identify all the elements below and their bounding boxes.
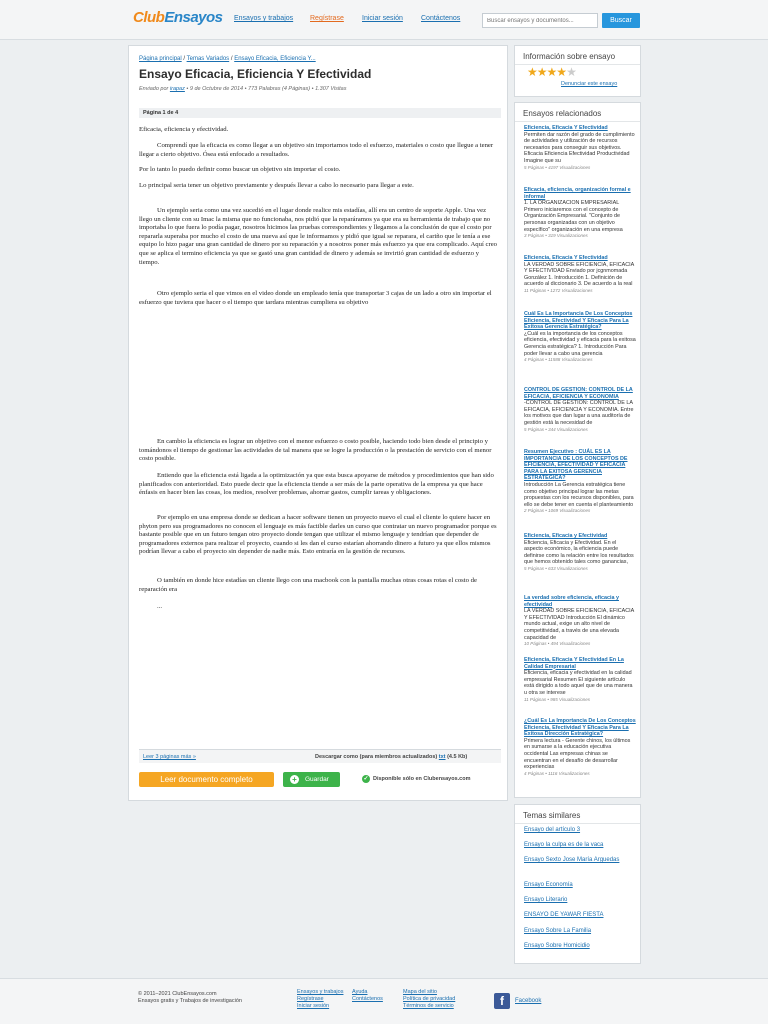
rating-stars[interactable] bbox=[527, 65, 576, 79]
related-title: Ensayos relacionados bbox=[515, 103, 640, 122]
paragraph: Eficacia, eficiencia y efectividad. bbox=[139, 126, 229, 133]
paragraph: Por ejemplo en una empresa donde se dedican a hacer software tienen un proyecto nuevo el cual el cliente lo quiere hacer en phyton pero sus programadores no conocen el lenguaje es más factible darles un curso que contratar un nuevo programador porque es bastante posible que en un futuro tengan otro proyecto donde tengan que utilizar el mismo lenguaje y tendrían que depender de programadores externos para realizar el proyecto, cuando si les dan el curso estarían ahorrando dinero a futuro ya que ellos mismos podrían llevar a cabo el proyecto sin depender de nadie más. Esto entraría en la gestión de recursos. bbox=[139, 514, 497, 556]
list-item: Eficiencia, Eficacia Y Efectividad En La Calidad Empresarial Eficiencia, eficacia y efectividad en la calidad empresarial Resumen El siguiente artículo está dirigido a todo aquel que de una manera u otra se interese 11 Páginas • 985 Visualizaciones bbox=[524, 657, 633, 702]
list-item: Eficacia, eficiencia, organización formal e informal 1. LA ORGANIZACION EMPRESARIAL Primero iniciaremos con el concepto de Organización Empresarial. "Conjunto de personas organizadas con un objetivo específico" organización en una empresa 3 Páginas • 319 Visualizaciones bbox=[524, 187, 631, 239]
paragraph: Entiendo que la eficiencia está ligada a la optimización ya que esta busca apoyarse de métodos y procedimientos que han sido planificados con anterioridad. Esto puede decir que la eficiencia tiende a ser más de la parte operativa de la empresa ya que hace énfasis en hacer bien las cosas, los medios, resolver problemas, ahorrar gastos, cumplir tareas y obligaciones. bbox=[139, 472, 494, 497]
save-button[interactable]: + Guardar bbox=[283, 772, 340, 787]
nav-login[interactable]: Iniciar sesión bbox=[362, 15, 403, 22]
page-indicator: Página 1 de 4 bbox=[139, 108, 501, 118]
author-link[interactable]: irapaz bbox=[169, 86, 185, 92]
site-header bbox=[0, 0, 768, 40]
paragraph: Comprendí que la eficacia es como llegar a un objetivo sin importarnos todo el esfuerzo, materiales o costo que llegue a tener llegar a cierto objetivo. Ósea está enfocado a resultados. bbox=[139, 142, 494, 158]
star-icon: ★ bbox=[527, 65, 537, 79]
similar-link[interactable]: Ensayo Literario bbox=[524, 897, 568, 903]
plus-icon: + bbox=[290, 775, 299, 784]
footer-link[interactable]: Contáctenos bbox=[352, 996, 383, 1002]
list-item: Eficiencia, Eficacia y Efectividad Eficiencia, Eficacia y Efectividad. En el aspecto económico, la eficiencia puede definirse como la relación entre los resultados que hemos obtenido tales como ganancias, 5 Páginas • 633 Visualizaciones bbox=[524, 533, 634, 571]
breadcrumb-current[interactable]: Ensayo Eficacia, Eficiencia Y... bbox=[234, 56, 316, 62]
similar-link[interactable]: Ensayo del artículo 3 bbox=[524, 827, 581, 833]
list-item: Cuál Es La Importancia De Los Conceptos Eficiencia, Efectividad Y Eficacia Para La Exitosa Gerencia Estratégica? ¿Cuál es la importancia de los conceptos eficiencia, efectividad y eficacia para la exitosa Gerencia estratégica? 1. Introducción Para poder llevar a cabo una gerencia 4 Páginas • 11588 Visualizaciones bbox=[524, 311, 636, 363]
copyright: © 2011–2021 ClubEnsayos.com Ensayos gratis y Trabajos de investigación bbox=[138, 991, 242, 1004]
breadcrumb-category[interactable]: Temas Variados bbox=[186, 56, 230, 62]
paragraph: ... bbox=[157, 603, 163, 610]
star-empty-icon: ★ bbox=[566, 65, 576, 79]
list-item: Eficiencia, Eficacia Y Efectividad Permiten dar razón del grado de cumplimiento de actividades y utilización de recursos necesarios para conseguir sus objetivos. Eficacia Eficiencia Efectividad Productividad Imagine que su 5 Páginas • 4197 Visualizaciones bbox=[524, 125, 635, 170]
footer-link[interactable]: Mapa del sitio bbox=[403, 989, 437, 995]
similar-link[interactable]: Ensayo Sexto Jose María Arguedas bbox=[524, 857, 620, 863]
similar-title: Temas similares bbox=[515, 805, 640, 824]
similar-link[interactable]: Ensayo Sobre Homicidio bbox=[524, 943, 590, 949]
availability-note: ✓ Disponible sólo en Clubensayos.com bbox=[363, 776, 471, 782]
list-item: CONTROL DE GESTION: CONTROL DE LA EFICACIA, EFICIENCIA Y ECONOMIA -CONTROL DE GESTION: CONTROL DE LA EFICACIA, EFICIENCIA Y ECONOMIA. Entre los motivos que dan lugar a una auditoría de gestión está la necesidad de 5 Páginas • 344 Visualizaciones bbox=[524, 387, 634, 432]
facebook-icon[interactable]: f bbox=[494, 993, 510, 1009]
document-meta: Enviado por irapaz • 9 de Octubre de 2014 • 773 Palabras (4 Páginas) • 1.307 Visitas bbox=[139, 86, 347, 92]
similar-link[interactable]: Ensayo Sobre La Familia bbox=[524, 928, 592, 934]
nav-ensayos[interactable]: Ensayos y trabajos bbox=[234, 15, 294, 22]
footer-link[interactable]: Regístrase bbox=[297, 996, 324, 1002]
read-more-link[interactable]: Leer 3 páginas más » bbox=[143, 754, 196, 760]
footer-link[interactable]: Términos de servicio bbox=[403, 1003, 454, 1009]
site-logo[interactable]: ClubEnsayos bbox=[133, 9, 223, 26]
paragraph: Lo principal seria tener un objetivo previamente y después llevar a cabo lo necesario para llegar a este. bbox=[139, 182, 414, 189]
breadcrumb: Página principal / Temas Variados / Ensayo Eficacia, Eficiencia Y... bbox=[139, 56, 316, 62]
breadcrumb-home[interactable]: Página principal bbox=[139, 56, 182, 62]
footer-link[interactable]: Iniciar sesión bbox=[297, 1003, 330, 1009]
paragraph: Un ejemplo seria como una vez sucedió en el lugar donde realice mis estadías, allí era un centro de soporte Apple. Una vez llego un cliente con su Imac la misma que no funcionaba, nos pidió que la reparáramos ya que era su herramienta de trabajo que no importaba lo que fuera lo podía pagar, nosotros hicimos las pruebas correspondientes y llegamos a la conclusión de que el costo por repararla superaba por mucho el costo de una nueva así que le informamos y pidió que igual se reparara, el cariño que le tenía a ese equipo lo hizo pagar una gran cantidad de dinero por su reparación y a nosotros poner más esfuerzo ya que era complicado. Aquí creo que se aplica el termino eficiencia ya que se gastó una gran cantidad de dinero y además se invirtió gran cantidad de esfuerzo y tiempo. bbox=[139, 207, 498, 266]
read-full-button[interactable]: Leer documento completo bbox=[139, 772, 274, 787]
list-item: Resumen Ejecutivo : CUÁL ES LA IMPORTANCIA DE LOS CONCEPTOS DE EFICIENCIA, EFECTIVIDAD Y EFICACIA PARA LA EXITOSA GERENCIA ESTRATÉGICA? Introducción La Gerencia estratégica tiene como objetivo principal lograr las metas propuestas con los recursos disponibles, para ello se debe tener en cuenta el planteamiento 2 Páginas • 1069 Visualizaciones bbox=[524, 449, 634, 514]
list-item: ¿Cuál Es La Importancia De Los Conceptos Eficiencia, Efectividad Y Eficacia Para La Exitosa Dirección Estratégica? Primera lectura - Gerente chinos, los últimos en sumarse a la educación ejecutiva occidental Las empresas chinas se encuentran en el desafío de desarrollar experiencias 4 Páginas • 1116 Visualizaciones bbox=[524, 718, 636, 776]
facebook-link[interactable]: Facebook bbox=[515, 998, 542, 1004]
check-icon: ✓ bbox=[363, 776, 369, 782]
download-txt-link[interactable]: txt bbox=[438, 754, 446, 760]
star-icon: ★ bbox=[536, 65, 547, 79]
nav-contact[interactable]: Contáctenos bbox=[421, 15, 461, 22]
list-item: Eficiencia, Eficacia Y Efectividad LA VERDAD SOBRE EFICIENCIA, EFICACIA Y EFECTIVIDAD Enviado por jcgnmomada González 1. Introducción 1. Definición de acuerdo al diccionario 3. De acuerdo a la real 11 Páginas • 1272 Visualizaciones bbox=[524, 255, 634, 293]
paragraph: En cambio la eficiencia es lograr un objetivo con el menor esfuerzo o costo posible, haciendo todo bien desde el principio y tomándonos el tiempo de gestionar las actividades de tal manera que se logre la producción o la prestación de servicio con el menor costo posible. bbox=[139, 438, 492, 463]
paragraph: Otro ejemplo seria el que vimos en el video donde un empleado tenía que transportar 3 cajas de un lado a otro sin importar el esfuerzo que tuviera que hacer o el tiempo que tardara mientras cumpliera su objetivo bbox=[139, 290, 492, 306]
list-item: La verdad sobre eficiencia, eficacia y efectividad LA VERDAD SOBRE EFICIENCIA, EFICACIA Y EFECTIVIDAD Introducción El dinámico mundo actual, exige un alto nivel de competitividad, a través de una elevada capacidad de 10 Páginas • 494 Visualizaciones bbox=[524, 595, 634, 647]
paragraph: Por lo tanto lo puedo definir como buscar un objetivo sin importar el costo. bbox=[139, 166, 341, 173]
info-box-title: Información sobre ensayo bbox=[515, 46, 640, 65]
star-icon: ★ bbox=[546, 65, 557, 79]
download-bar: Leer 3 páginas más » Descargar como (para miembros actualizados) txt (4.5 Kb) bbox=[139, 749, 501, 763]
paragraph: O también en donde hice estadías un cliente llego con una macbook con la pantalla muchas otras cosas rotas el costo de reparación era bbox=[139, 577, 477, 593]
info-box bbox=[514, 45, 641, 97]
footer-link[interactable]: Política de privacidad bbox=[403, 996, 456, 1002]
search-input[interactable] bbox=[482, 13, 598, 28]
footer-link[interactable]: Ensayos y trabajos bbox=[297, 989, 344, 995]
report-link[interactable]: Denunciar este ensayo bbox=[561, 81, 618, 87]
nav-register[interactable]: Regístrase bbox=[310, 15, 344, 22]
search-button[interactable]: Buscar bbox=[602, 13, 640, 28]
star-icon: ★ bbox=[556, 65, 567, 79]
site-footer bbox=[0, 978, 768, 1024]
page-title: Ensayo Eficacia, Eficiencia Y Efectividad bbox=[139, 67, 372, 81]
similar-link[interactable]: Ensayo Economía bbox=[524, 882, 573, 888]
document-panel bbox=[128, 45, 508, 801]
similar-link[interactable]: Ensayo la culpa es de la vaca bbox=[524, 842, 604, 848]
footer-link[interactable]: Ayuda bbox=[352, 989, 368, 995]
similar-topics bbox=[514, 804, 641, 964]
similar-link[interactable]: ENSAYO DE YAWAR FIESTA bbox=[524, 912, 604, 918]
related-essays bbox=[514, 102, 641, 798]
